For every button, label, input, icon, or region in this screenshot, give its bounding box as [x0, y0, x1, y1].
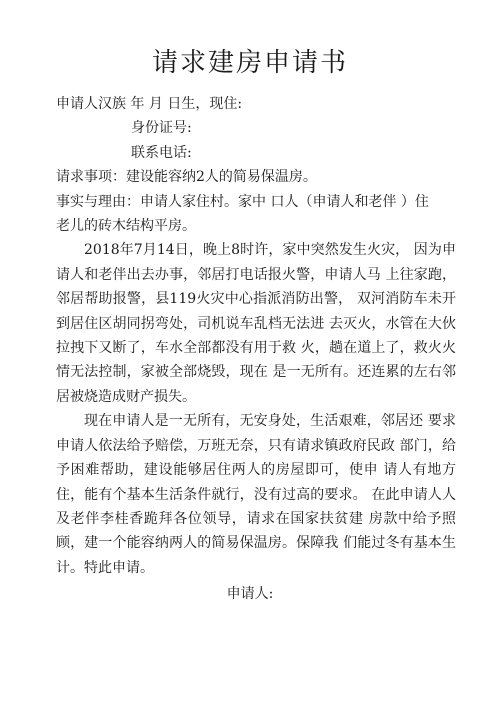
id-number-line: 身份证号: [131, 120, 192, 137]
facts-line-1: 事实与理由：申请人家住村。家中 口人（申请人和老伴 ）住 [56, 193, 429, 210]
paragraph-incident: 2018年7月14日，晚上8时许，家中突然发生火灾， 因为申请人和老伴出去办事，邻居打电话报火警，申请人马 上往家跑，邻居帮助报警，县119火灾中心指派消防出警， 双河消防车未开到居住区胡同拐弯处，司机说车乱档无法进 去灭火，水管在大伙拉拽下又断了，车水全部都没有用于救 火，趟在道上了，救火火情无法控制，家被全部烧毁，现在 是一无所有。还连累的左右邻居被烧造成财产损失。 [56, 242, 456, 405]
signature-label: 申请人: [226, 586, 274, 602]
facts-line-2: 老儿的砖木结构平房。 [56, 218, 196, 235]
document-body [56, 92, 456, 580]
applicant-line: 申请人汉族 年 月 日生，现住: [56, 96, 243, 112]
phone-line: 联系电话: [131, 144, 192, 161]
document-title: 请求建房申请书 [151, 48, 348, 78]
request-line: 请求事项：建设能容纳2人的简易保温房。 [56, 169, 317, 186]
paragraph-request: 现在申请人是一无所有，无安身处，生活艰难，邻居还 要求申请人依法给予赔偿，万班无奈，只有请求镇政府民政 部门，给予困难帮助，建设能够居住两人的房屋即可，使申 请人有地方住，能有个基本生活条件就行，没有过高的要求。 在此申请人人及老伴李桂香跪拜各位领导，请求在国家扶贫建 房款中给予照顾，建一个能容纳两人的简易保温房。保障我 们能过冬有基本生计。特此申请。 [56, 413, 456, 576]
